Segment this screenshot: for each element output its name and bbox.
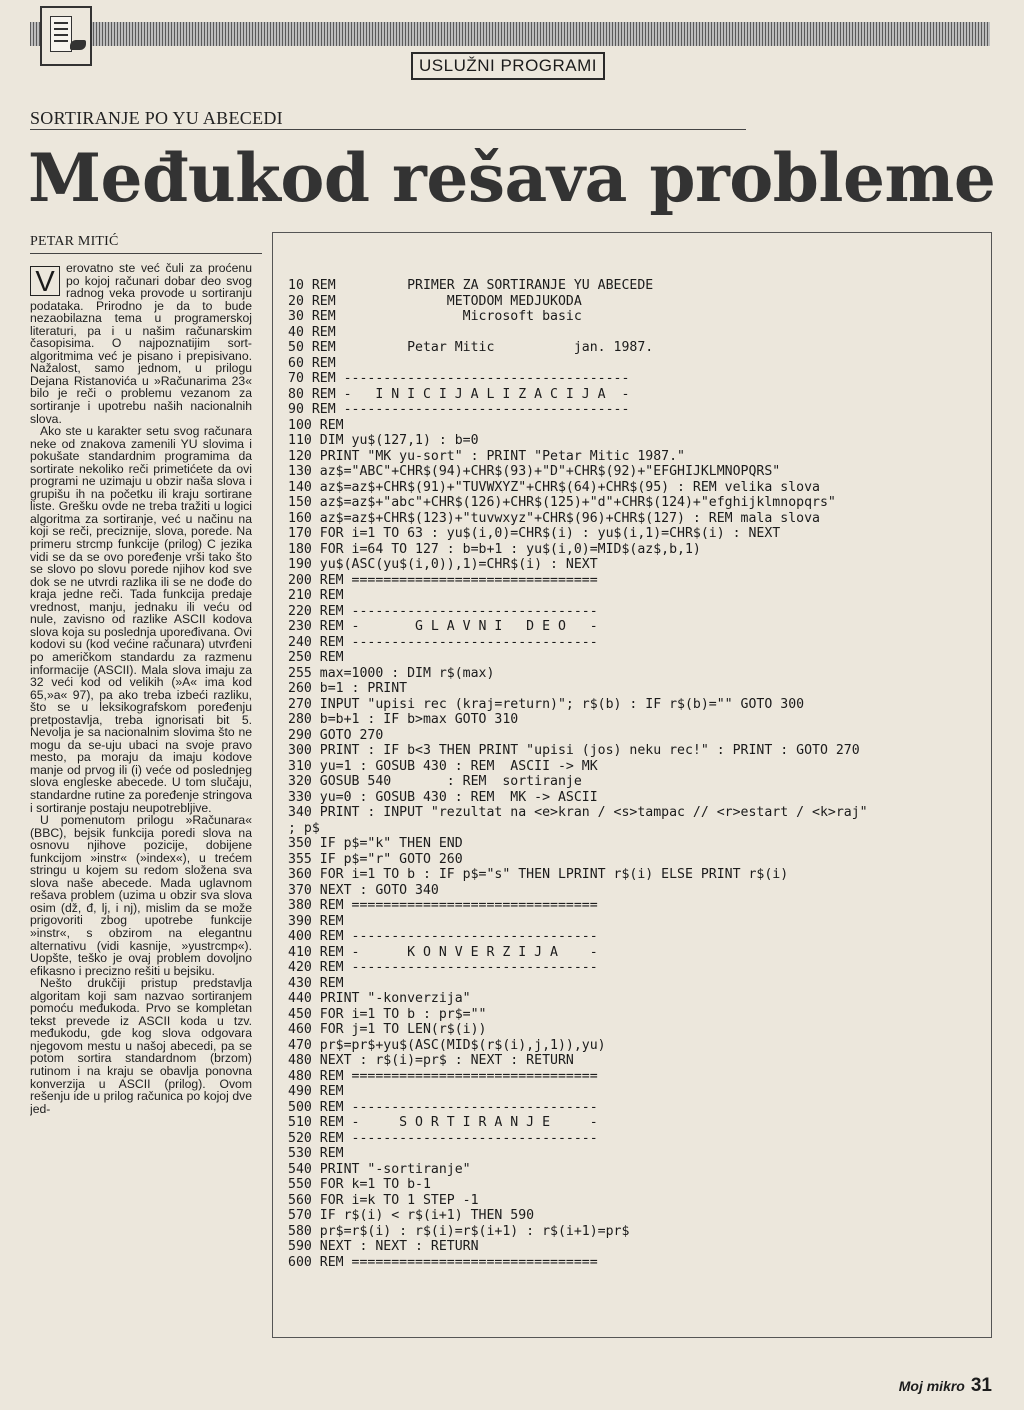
- basic-listing: [288, 278, 988, 1270]
- listing-line: 310 yu=1 : GOSUB 430 : REM ASCII -> MK: [288, 758, 598, 774]
- listing-line: 380 REM ===============================: [288, 898, 598, 913]
- article-paragraph: Nešto drukčiji pristup predstavlja algoritam koji sam nazvao sortiranjem pomoću međukoda. Prvo se kompletan tekst prevede iz ASCII koda u tzv. međukodu, gde kog slova odgovara njegovom mestu u našoj abecedi, pa se potom sortira standardnom (brzom) rutinom i na kraju se obavlja ponovna konverzija u ASCII (prilog). Ovom rešenju ide u prilog računica po kojoj dve jed-: [30, 976, 252, 1116]
- listing-line: 10 REM PRIMER ZA SORTIRANJE YU ABECEDE: [288, 278, 654, 293]
- listing-line: 370 NEXT : GOTO 340: [288, 882, 439, 898]
- listing-line: 540 PRINT "-sortiranje": [288, 1161, 471, 1177]
- listing-line: 580 pr$=r$(i) : r$(i)=r$(i+1) : r$(i+1)=pr$: [288, 1223, 630, 1239]
- magazine-name: Moj mikro: [898, 1378, 965, 1394]
- hand-icon: [70, 40, 86, 50]
- listing-line: 320 GOSUB 540 : REM sortiranje: [288, 774, 582, 789]
- listing-line: 255 max=1000 : DIM r$(max): [288, 665, 495, 681]
- listing-line: 250 REM: [288, 650, 344, 665]
- listing-line: ; p$: [288, 820, 320, 836]
- listing-line: 260 b=1 : PRINT: [288, 681, 408, 696]
- listing-line: 70 REM ------------------------------------: [288, 371, 630, 386]
- listing-line: 200 REM ===============================: [288, 572, 598, 588]
- listing-line: 30 REM Microsoft basic: [288, 309, 582, 324]
- listing-line: 450 FOR i=1 TO b : pr$="": [288, 1006, 487, 1022]
- section-label: USLUŽNI PROGRAMI: [411, 52, 605, 80]
- listing-line: 210 REM: [288, 588, 344, 603]
- listing-line: 340 PRINT : INPUT "rezultat na <e>kran / <s>tampac // <r>estart / <k>raj": [288, 805, 868, 820]
- top-banner: [30, 22, 990, 46]
- listing-line: 150 az$=az$+"abc"+CHR$(126)+CHR$(125)+"d"+CHR$(124)+"efghijklmnopqrs": [288, 495, 836, 510]
- byline: PETAR MITIĆ: [30, 234, 119, 249]
- listing-line: 430 REM: [288, 975, 344, 991]
- listing-line: 400 REM -------------------------------: [288, 929, 598, 944]
- listing-line: 40 REM: [288, 324, 336, 340]
- listing-line: 300 PRINT : IF b<3 THEN PRINT "upisi (jos) neku rec!" : PRINT : GOTO 270: [288, 743, 860, 758]
- byline-divider: [30, 253, 262, 254]
- listing-line: 190 yu$(ASC(yu$(i,0)),1)=CHR$(i) : NEXT: [288, 557, 598, 572]
- listing-line: 490 REM: [288, 1084, 344, 1099]
- document-icon: [50, 16, 72, 52]
- listing-line: 60 REM: [288, 355, 336, 371]
- listing-line: 180 FOR i=64 TO 127 : b=b+1 : yu$(i,0)=MID$(az$,b,1): [288, 541, 701, 557]
- listing-line: 160 az$=az$+CHR$(123)+"tuvwxyz"+CHR$(96)+CHR$(127) : REM mala slova: [288, 510, 820, 526]
- page-number: 31: [970, 1375, 992, 1396]
- listing-line: 470 pr$=pr$+yu$(ASC(MID$(r$(i),j,1)),yu): [288, 1037, 606, 1053]
- article-paragraph: U pomenutom prilogu »Računara« (BBC), bejsik funkcija poredi slova na osnovu njihove pozicije, dobijene funkcijom »instr« (»index«), u trećem stringu u kojem su redom složena sva slova naše abecede. Mada uglavnom rešava problem (uzima u obzir sva slova osim (dž, đ, lj, i nj), mislim da se može prigovoriti zbog upotrebe funkcije »instr«, s obzirom na elegantnu alternativu (vidi kasnije, »yustrcmp«). Uopšte, teško je ovaj problem dovoljno efikasno i precizno rešiti u bejsiku.: [30, 813, 252, 978]
- listing-line: 230 REM - G L A V N I D E O -: [288, 619, 598, 634]
- listing-line: 20 REM METODOM MEDJUKODA: [288, 293, 582, 309]
- listing-line: 240 REM -------------------------------: [288, 634, 598, 650]
- listing-line: 140 az$=az$+CHR$(91)+"TUVWXYZ"+CHR$(64)+CHR$(95) : REM velika slova: [288, 479, 820, 495]
- article-column: [30, 262, 252, 1347]
- listing-line: 270 INPUT "upisi rec (kraj=return)"; r$(b) : IF r$(b)="" GOTO 300: [288, 696, 805, 712]
- kicker: SORTIRANJE PO YU ABECEDI: [30, 108, 283, 128]
- listing-line: 355 IF p$="r" GOTO 260: [288, 851, 463, 867]
- article-paragraph: erovatno ste već čuli za proćenu po kojoj računari dobar deo svog radnog veka provode u sortiranju podataka. Prirodno je da to bude nezaobilazna tema u programerskoj literaturi, pa i u našim računarskim časopisima. O najpoznatijim sort-algoritmima već je pisano i prepisivano. Nažalost, samo jednom, u prilogu Dejana Ristanovića u »Računarima 23« bilo je reči o problemu vezanom za sortiranje i upotrebu naših nacionalnih slova.: [30, 262, 252, 426]
- listing-line: 570 IF r$(i) < r$(i+1) THEN 590: [288, 1208, 535, 1223]
- listing-line: 170 FOR i=1 TO 63 : yu$(i,0)=CHR$(i) : yu$(i,1)=CHR$(i) : NEXT: [288, 526, 781, 541]
- drop-cap: V: [30, 266, 60, 296]
- listing-line: 390 REM: [288, 913, 344, 929]
- listing-line: 90 REM ------------------------------------: [288, 402, 630, 417]
- listing-line: 500 REM -------------------------------: [288, 1099, 598, 1115]
- listing-line: 130 az$="ABC"+CHR$(94)+CHR$(93)+"D"+CHR$(92)+"EFGHIJKLMNOPQRS": [288, 464, 781, 479]
- kicker-divider: [30, 129, 746, 130]
- listing-line: 520 REM -------------------------------: [288, 1130, 598, 1146]
- listing-line: 530 REM: [288, 1146, 344, 1161]
- section-logo: [40, 6, 92, 66]
- listing-line: 560 FOR i=k TO 1 STEP -1: [288, 1192, 479, 1208]
- page-footer: [899, 1375, 992, 1397]
- listing-line: 480 REM ===============================: [288, 1068, 598, 1084]
- listing-line: 280 b=b+1 : IF b>max GOTO 310: [288, 712, 519, 727]
- listing-line: 120 PRINT "MK yu-sort" : PRINT "Petar Mitic 1987.": [288, 448, 685, 464]
- listing-line: 80 REM - I N I C I J A L I Z A C I J A -: [288, 386, 630, 402]
- listing-line: 110 DIM yu$(127,1) : b=0: [288, 433, 479, 448]
- listing-line: 480 NEXT : r$(i)=pr$ : NEXT : RETURN: [288, 1053, 574, 1068]
- listing-line: 550 FOR k=1 TO b-1: [288, 1177, 431, 1192]
- listing-line: 100 REM: [288, 417, 344, 433]
- listing-line: 360 FOR i=1 TO b : IF p$="s" THEN LPRINT r$(i) ELSE PRINT r$(i): [288, 867, 789, 882]
- article-paragraph: Ako ste u karakter setu svog računara neke od znakova zamenili YU slovima i pokušate standardnim programima da sortirate nekoliko reči primetićete da ovi programi ne uzimaju u obzir naša slova i grupišu ih na početku ili kraju sortirane liste. Grešku ovde ne treba tražiti u logici algoritma za sortiranje, već u načinu na koji se reči, preciznije, slova, porede. Na primeru strcmp funkcije (prilog) C jezika vidi se da se ovo poređenje vrši tako što se slovo po slovu porede njihov kod sve dok se ne utvrdi razlika ili se ne dođe do kraja jedne reči. Tada funkcija predaje vrednost, manju, jednaku ili veću od nule, zavisno od razlike ASCII kodova slova koja su poslednja upoređivana. Ovi kodovi su (kod većine računara) utvrđeni po američkom standardu za razmenu informacije (ASCII). Mala slova imaju za 32 veći kod od velikih (»A« ima kod 65,»a« 97), pa ako treba izbeći razliku, što se u leksikografskom poređenju pretpostavlja, treba ignorisati bit 5. Nevolja je sa nacionalnim slovima što ne mogu da se-uju ubaci na svoje pravo mesto, pa moraju da imaju kodove manje od prvog ili (i) veće od poslednjeg slova engleske abecede. U tom slučaju, standardne rutine za poređenje stringova i sortiranje postaju neupotrebljive.: [30, 424, 252, 815]
- listing-line: 590 NEXT : NEXT : RETURN: [288, 1239, 479, 1254]
- listing-line: 50 REM Petar Mitic jan. 1987.: [288, 340, 654, 355]
- listing-line: 290 GOTO 270: [288, 727, 384, 743]
- listing-line: 600 REM ===============================: [288, 1254, 598, 1270]
- listing-line: 410 REM - K O N V E R Z I J A -: [288, 944, 598, 960]
- listing-line: 510 REM - S O R T I R A N J E -: [288, 1115, 598, 1130]
- listing-line: 330 yu=0 : GOSUB 430 : REM MK -> ASCII: [288, 789, 598, 805]
- listing-line: 420 REM -------------------------------: [288, 960, 598, 975]
- listing-line: 350 IF p$="k" THEN END: [288, 836, 463, 851]
- listing-line: 460 FOR j=1 TO LEN(r$(i)): [288, 1022, 487, 1037]
- listing-line: 440 PRINT "-konverzija": [288, 991, 471, 1006]
- listing-line: 220 REM -------------------------------: [288, 603, 598, 619]
- headline: Međukod rešava probleme: [28, 139, 996, 217]
